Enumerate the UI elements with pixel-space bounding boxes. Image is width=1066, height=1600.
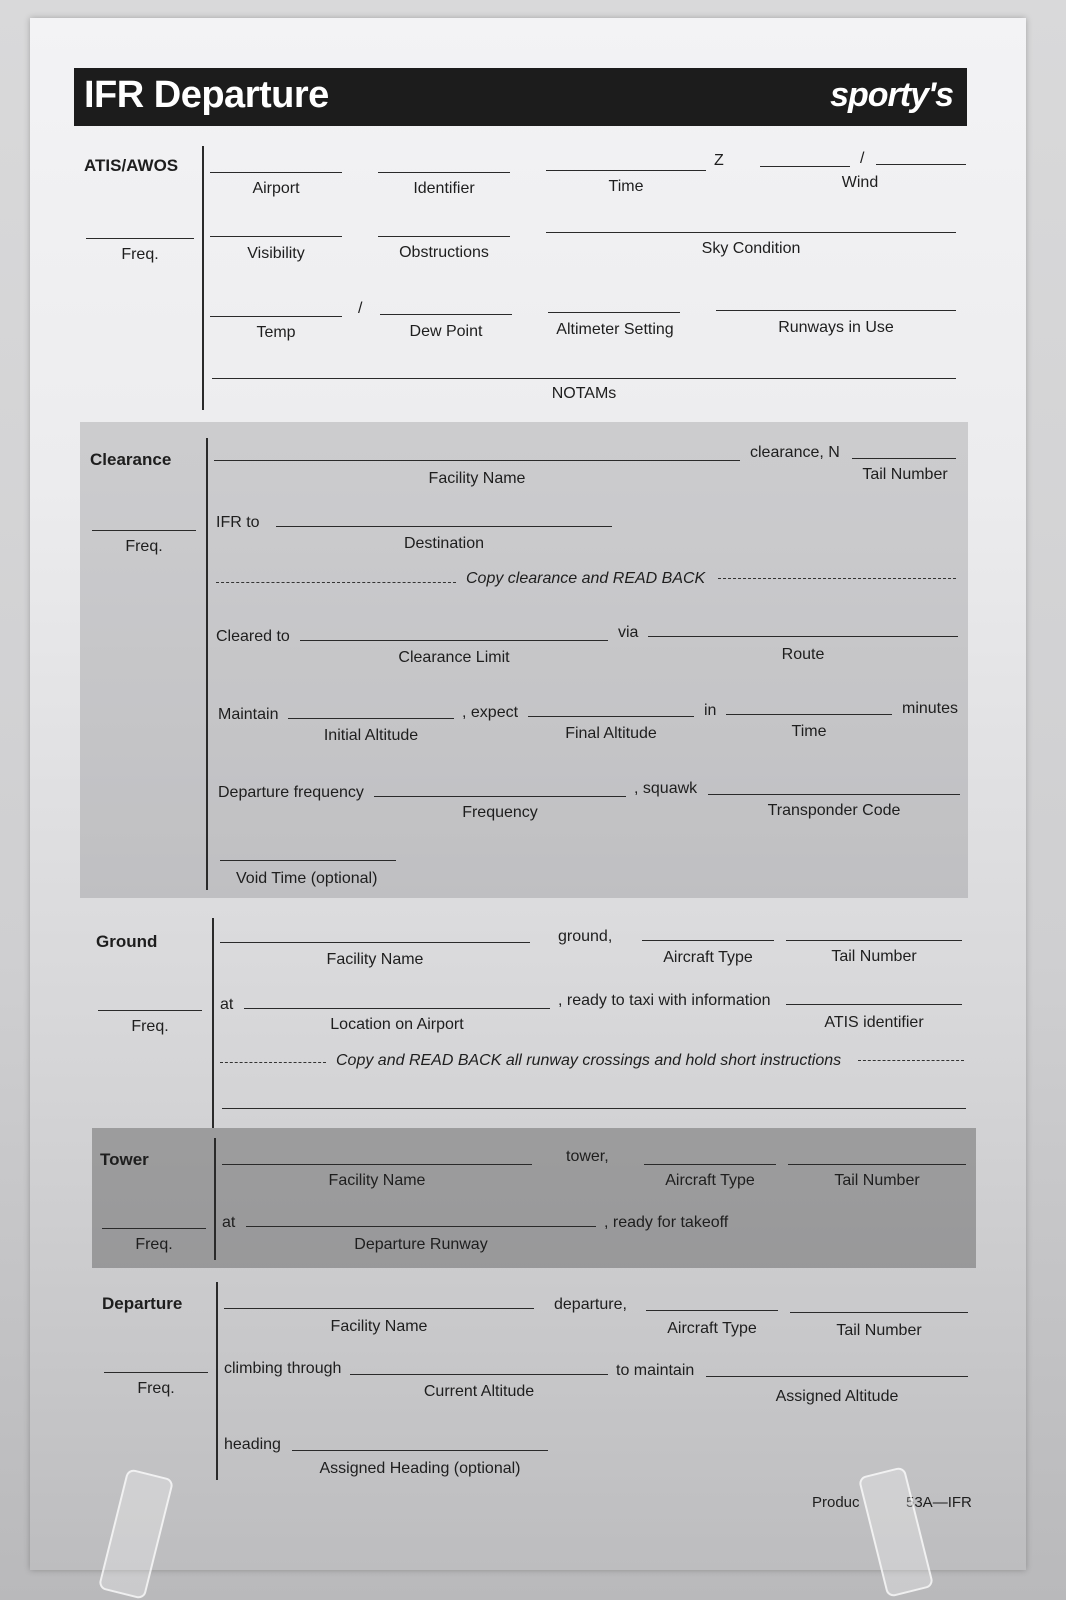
departure-frequency-label: Frequency	[462, 804, 538, 821]
ground-freq-field[interactable]	[98, 1010, 202, 1011]
tower-facility-label: Facility Name	[328, 1172, 426, 1189]
atis-freq-label: Freq.	[121, 246, 159, 263]
obstructions-label: Obstructions	[399, 244, 489, 261]
clearance-facility-field[interactable]	[214, 460, 740, 461]
ground-copy-dash-left	[220, 1062, 326, 1063]
transponder-label: Transponder Code	[767, 802, 901, 819]
temp-slash: /	[358, 300, 363, 317]
identifier-field[interactable]	[378, 172, 510, 173]
ready-takeoff-text: , ready for takeoff	[604, 1214, 729, 1231]
copy-clearance-dash-left	[216, 582, 456, 583]
wind-slash: /	[860, 150, 865, 167]
tower-freq-field[interactable]	[102, 1228, 206, 1229]
tower-section-title: Tower	[100, 1150, 149, 1169]
obstructions-field[interactable]	[378, 236, 510, 237]
expect-text: , expect	[462, 704, 519, 721]
expect-time-field[interactable]	[726, 714, 892, 715]
ground-section-title: Ground	[96, 932, 158, 951]
sky-condition-label: Sky Condition	[701, 240, 801, 257]
destination-field[interactable]	[276, 526, 612, 527]
tower-facility-field[interactable]	[222, 1164, 532, 1165]
ground-at-text: at	[220, 996, 234, 1013]
ground-tail-field[interactable]	[786, 940, 962, 941]
to-maintain-text: to maintain	[616, 1362, 695, 1379]
tower-tail-label: Tail Number	[834, 1172, 920, 1189]
ground-facility-label: Facility Name	[326, 951, 424, 968]
departure-tail-field[interactable]	[790, 1312, 968, 1313]
departure-runway-label: Departure Runway	[354, 1236, 488, 1253]
transponder-field[interactable]	[708, 794, 960, 795]
product-code-left: Produc	[812, 1494, 860, 1511]
visibility-label: Visibility	[247, 245, 305, 262]
departure-freq-field[interactable]	[104, 1372, 208, 1373]
departure-aircraft-label: Aircraft Type	[667, 1320, 757, 1337]
airport-label: Airport	[252, 180, 300, 197]
copy-clearance-dash-right	[718, 578, 956, 579]
ground-copy-text: Copy and READ BACK all runway crossings and hold short instructions	[336, 1052, 842, 1069]
ground-aircraft-field[interactable]	[642, 940, 774, 941]
departure-facility-field[interactable]	[224, 1308, 534, 1309]
departure-runway-field[interactable]	[246, 1226, 596, 1227]
atis-divider	[202, 146, 204, 410]
brand-logo: sporty's	[830, 76, 953, 114]
final-altitude-field[interactable]	[528, 716, 694, 717]
expect-time-label: Time	[791, 723, 827, 740]
tower-at-text: at	[222, 1214, 236, 1231]
notams-field[interactable]	[212, 378, 956, 379]
departure-freq-label: Freq.	[137, 1380, 175, 1397]
runways-field[interactable]	[716, 310, 956, 311]
atis-identifier-field[interactable]	[786, 1004, 962, 1005]
minutes-text: minutes	[902, 700, 959, 717]
initial-altitude-label: Initial Altitude	[323, 727, 419, 744]
tower-freq-label: Freq.	[135, 1236, 173, 1253]
location-field[interactable]	[244, 1008, 550, 1009]
heading-text: heading	[224, 1436, 281, 1453]
identifier-label: Identifier	[413, 180, 475, 197]
runways-label: Runways in Use	[778, 319, 894, 336]
clearance-freq-field[interactable]	[92, 530, 196, 531]
tower-aircraft-field[interactable]	[644, 1164, 776, 1165]
dewpoint-label: Dew Point	[409, 323, 483, 340]
clearance-facility-label: Facility Name	[428, 470, 526, 487]
wind-speed-field[interactable]	[876, 164, 966, 165]
final-altitude-label: Final Altitude	[565, 725, 657, 742]
tower-divider	[214, 1138, 216, 1260]
clearance-freq-label: Freq.	[125, 538, 163, 555]
form-sheet	[30, 18, 1026, 1570]
squawk-text: , squawk	[634, 780, 698, 797]
current-altitude-field[interactable]	[350, 1374, 608, 1375]
sky-condition-field[interactable]	[546, 232, 956, 233]
ground-freq-label: Freq.	[131, 1018, 169, 1035]
clearance-section-title: Clearance	[90, 450, 172, 469]
wind-direction-field[interactable]	[760, 166, 850, 167]
cleared-to-text: Cleared to	[216, 628, 290, 645]
via-text: via	[618, 624, 639, 641]
assigned-heading-field[interactable]	[292, 1450, 548, 1451]
departure-facility-label: Facility Name	[330, 1318, 428, 1335]
form-header	[74, 68, 967, 126]
departure-divider	[216, 1282, 218, 1480]
location-label: Location on Airport	[330, 1016, 464, 1033]
current-altitude-label: Current Altitude	[423, 1383, 535, 1400]
climbing-through-text: climbing through	[224, 1360, 342, 1377]
departure-aircraft-field[interactable]	[646, 1310, 778, 1311]
tower-tail-field[interactable]	[788, 1164, 966, 1165]
clearance-n-text: clearance, N	[750, 444, 840, 461]
visibility-field[interactable]	[210, 236, 342, 237]
ground-text: ground,	[558, 928, 613, 945]
departure-frequency-field[interactable]	[374, 796, 626, 797]
initial-altitude-field[interactable]	[288, 718, 454, 719]
time-field[interactable]	[546, 170, 706, 171]
atis-freq-field[interactable]	[86, 238, 194, 239]
tower-aircraft-label: Aircraft Type	[665, 1172, 755, 1189]
ground-facility-field[interactable]	[220, 942, 530, 943]
destination-label: Destination	[403, 535, 485, 552]
clearance-tail-field[interactable]	[852, 458, 956, 459]
clearance-divider	[206, 438, 208, 890]
ground-instructions-field[interactable]	[222, 1108, 966, 1109]
ground-tail-label: Tail Number	[831, 948, 917, 965]
assigned-altitude-label: Assigned Altitude	[775, 1388, 899, 1405]
ground-copy-dash-right	[858, 1060, 964, 1061]
route-label: Route	[781, 646, 825, 663]
departure-section-title: Departure	[102, 1294, 183, 1313]
tower-text: tower,	[566, 1148, 609, 1165]
form-title: IFR Departure	[84, 74, 329, 116]
ifr-to-text: IFR to	[216, 514, 260, 531]
time-label: Time	[608, 178, 644, 195]
airport-field[interactable]	[210, 172, 342, 173]
ground-aircraft-label: Aircraft Type	[663, 949, 753, 966]
in-text: in	[704, 702, 717, 719]
atis-identifier-label: ATIS identifier	[824, 1014, 924, 1031]
clearance-limit-field[interactable]	[300, 640, 608, 641]
clearance-limit-label: Clearance Limit	[398, 649, 510, 666]
maintain-text: Maintain	[218, 706, 279, 723]
dewpoint-field[interactable]	[380, 314, 512, 315]
temp-field[interactable]	[210, 316, 342, 317]
notams-label: NOTAMs	[551, 385, 617, 402]
temp-label: Temp	[256, 324, 296, 341]
zulu-marker: Z	[714, 152, 724, 169]
void-time-label: Void Time (optional)	[236, 870, 378, 887]
void-time-field[interactable]	[220, 860, 396, 861]
ground-divider	[212, 918, 214, 1128]
assigned-altitude-field[interactable]	[706, 1376, 968, 1377]
route-field[interactable]	[648, 636, 958, 637]
copy-clearance-text: Copy clearance and READ BACK	[466, 570, 706, 587]
atis-section-title: ATIS/AWOS	[84, 156, 179, 175]
altimeter-label: Altimeter Setting	[556, 321, 674, 338]
altimeter-field[interactable]	[548, 312, 680, 313]
assigned-heading-label: Assigned Heading (optional)	[319, 1460, 521, 1477]
departure-tail-label: Tail Number	[836, 1322, 922, 1339]
ready-taxi-text: , ready to taxi with information	[558, 992, 771, 1009]
departure-text: departure,	[554, 1296, 627, 1313]
departure-frequency-text: Departure frequency	[218, 784, 364, 801]
product-code-right: 53A—IFR	[906, 1494, 972, 1511]
wind-label: Wind	[841, 174, 879, 191]
clearance-tail-label: Tail Number	[862, 466, 948, 483]
